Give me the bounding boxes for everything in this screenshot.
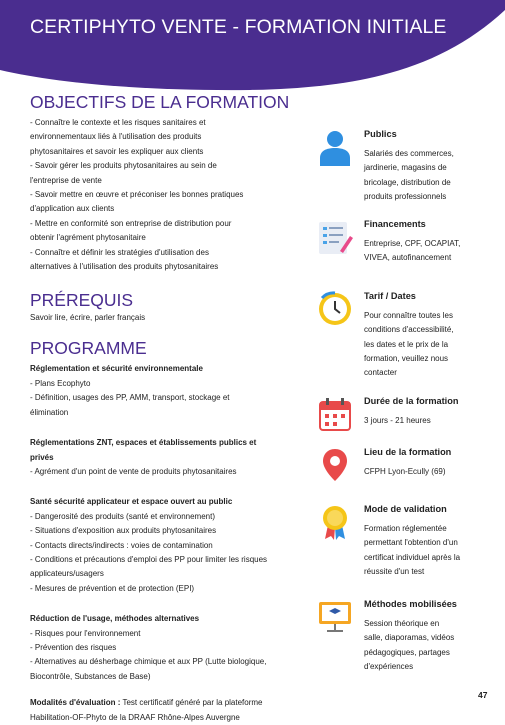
programme-item: - Mesures de prévention et de protection (EPI)	[30, 583, 195, 593]
clock-icon	[316, 290, 354, 328]
programme-block	[30, 362, 310, 420]
programme-block-list	[30, 627, 310, 685]
objectif-line: - Savoir gérer les produits phytosanitaires au sein de	[30, 161, 217, 171]
info-description	[364, 414, 494, 428]
info-line: réussite d'un test	[364, 566, 425, 576]
programme-item: - Conditions et précautions d'emploi des PP pour limiter les risques	[30, 554, 268, 564]
objectif-line: - Mettre en conformité son entreprise de distribution pour	[30, 218, 232, 228]
programme-block	[30, 612, 310, 684]
modalites-evaluation	[30, 696, 310, 725]
info-title: Tarif / Dates	[364, 291, 416, 301]
programme-item: - Plans Ecophyto	[30, 378, 91, 388]
calendar-icon	[316, 395, 354, 433]
programme-block	[30, 436, 310, 479]
objectifs-list	[30, 116, 310, 274]
info-line: Session théorique en	[364, 619, 440, 628]
info-title: Financements	[364, 219, 426, 229]
info-line: Salariés des commerces,	[364, 149, 454, 158]
info-line: produits professionnels	[364, 191, 447, 201]
objectif-line: phytosanitaires et savoir les expliquer aux clients	[30, 146, 204, 156]
programme-heading: PROGRAMME	[30, 338, 147, 359]
info-line: CFPH Lyon-Ecully (69)	[364, 467, 446, 476]
info-description	[364, 147, 494, 204]
info-line: permettant l'obtention d'un	[364, 538, 458, 548]
info-line: Pour connaître toutes les	[364, 311, 453, 320]
programme-block-list	[30, 377, 310, 420]
programme-item: - Définition, usages des PP, AMM, transport, stockage et	[30, 393, 230, 403]
objectif-line: alternatives à l'utilisation des produits phytosanitaires	[30, 262, 219, 272]
info-title: Publics	[364, 129, 397, 139]
programme-block-title: Réglementations ZNT, espaces et établissements publics et	[30, 438, 257, 448]
objectif-line: l'entreprise de vente	[30, 175, 102, 185]
programme-block-title: Réduction de l'usage, méthodes alternatives	[30, 614, 200, 624]
location-pin-icon	[316, 446, 354, 484]
objectif-line: - Savoir mettre en œuvre et préconiser les bonnes pratiques	[30, 190, 244, 200]
programme-item: applicateurs/usagers	[30, 569, 104, 579]
programme-block	[30, 495, 310, 596]
programme-item: - Situations d'exposition aux produits phytosanitaires	[30, 526, 217, 536]
info-title: Lieu de la formation	[364, 447, 452, 457]
programme-block-title: Santé sécurité applicateur et espace ouvert au public	[30, 497, 233, 507]
page-title: CERTIPHYTO VENTE - FORMATION INITIALE	[30, 16, 447, 38]
modalites-text-line2: Habilitation-OF-Phyto de la DRAAF Rhône-Alpes Auvergne	[30, 712, 240, 722]
info-line: jardinerie, magasins de	[364, 163, 447, 173]
info-title: Durée de la formation	[364, 396, 459, 406]
info-description	[364, 522, 494, 579]
programme-item: - Prévention des risques	[30, 642, 117, 652]
objectif-line: - Connaître et définir les stratégies d'utilisation des	[30, 247, 209, 257]
header-banner	[0, 0, 505, 95]
programme-block-title: privés	[30, 452, 54, 462]
info-line: Formation réglementée	[364, 524, 447, 533]
info-description	[364, 309, 494, 380]
info-line: Entreprise, CPF, OCAPIAT,	[364, 239, 461, 248]
programme-item: - Alternatives au désherbage chimique et aux PP (Lutte biologique,	[30, 657, 267, 667]
info-line: conditions d'accessibilité,	[364, 325, 454, 335]
info-line: bricolage, distribution de	[364, 177, 451, 187]
objectif-line: obtenir l'agrément phytosanitaire	[30, 233, 146, 243]
objectifs-heading: OBJECTIFS DE LA FORMATION	[30, 92, 290, 112]
programme-item: Biocontrôle, Substances de Base)	[30, 671, 151, 681]
medal-icon	[316, 503, 354, 541]
programme-block-list	[30, 510, 310, 596]
objectif-line: - Connaître le contexte et les risques sanitaires et	[30, 118, 206, 127]
info-line: 3 jours - 21 heures	[364, 416, 431, 425]
programme-item: élimination	[30, 407, 69, 417]
programme-block-title: Réglementation et sécurité environnementale	[30, 364, 203, 374]
prerequis-heading: PRÉREQUIS	[30, 290, 134, 311]
page-number: 47	[478, 690, 488, 700]
info-description	[364, 237, 494, 266]
programme-item: - Agrément d'un point de vente de produits phytosanitaires	[30, 466, 237, 476]
programme-item: - Contacts directs/indirects : voies de contamination	[30, 540, 213, 550]
info-line: VIVEA, autofinancement	[364, 253, 452, 263]
info-title: Méthodes mobilisées	[364, 599, 457, 609]
info-line: formation, veuillez nous	[364, 353, 449, 363]
info-line: salle, diaporamas, vidéos	[364, 633, 455, 643]
info-title: Mode de validation	[364, 504, 447, 514]
info-line: d'expériences	[364, 661, 414, 671]
checklist-icon	[316, 218, 354, 256]
left-column	[30, 92, 310, 725]
modalites-text: Test certificatif généré par la plateforme	[120, 698, 263, 708]
programme-item: - Risques pour l'environnement	[30, 628, 141, 638]
objectif-line: environnementaux liés à l'utilisation des produits	[30, 132, 202, 142]
user-icon	[316, 128, 354, 166]
info-description	[364, 465, 494, 479]
info-line: certificat individuel après la	[364, 552, 461, 562]
modalites-label: Modalités d'évaluation :	[30, 698, 121, 708]
presentation-screen-icon	[316, 598, 354, 636]
objectif-line: d'application aux clients	[30, 204, 115, 214]
header-wave-shape	[0, 0, 505, 95]
programme-item: - Dangerosité des produits (santé et environnement)	[30, 511, 215, 521]
info-line: pédagogiques, partages	[364, 647, 450, 657]
prerequis-text: Savoir lire, écrire, parler français	[30, 313, 146, 323]
info-line: contacter	[364, 368, 397, 378]
programme-block-list	[30, 465, 310, 479]
info-line: les dates et le prix de la	[364, 339, 449, 349]
info-description	[364, 617, 494, 674]
